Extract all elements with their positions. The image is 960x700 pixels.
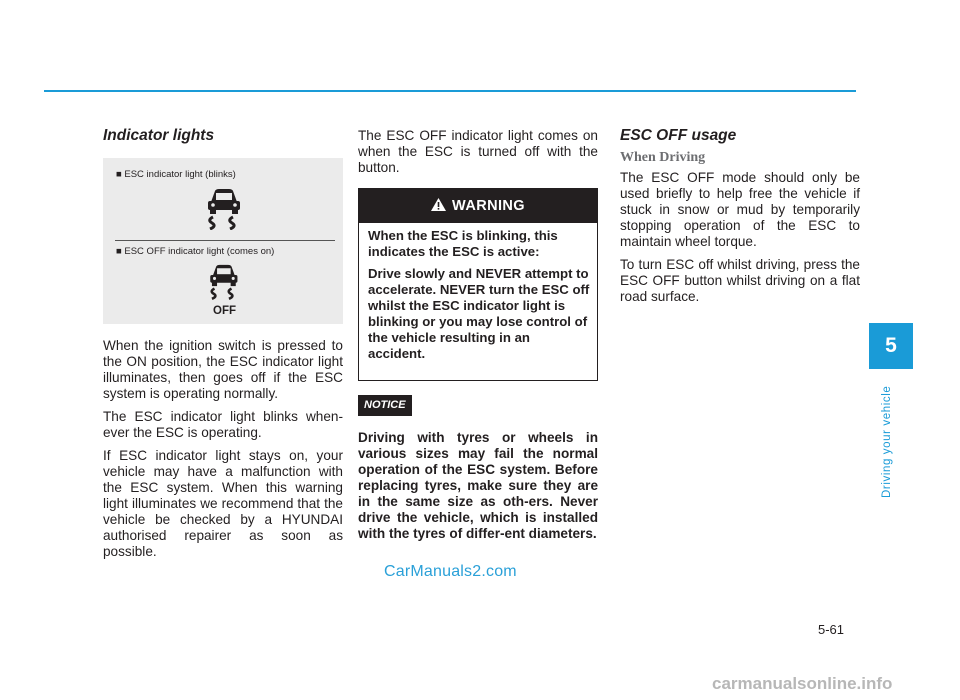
notice-label: NOTICE [358, 395, 412, 416]
watermark-corner: carmanualsonline.info [712, 674, 893, 693]
paragraph-esc-off-light: The ESC OFF indicator light comes on when the ESC is turned off with the button. [358, 128, 598, 175]
warning-title: WARNING [452, 198, 525, 214]
column-left [103, 128, 343, 567]
top-divider [44, 90, 856, 92]
warning-text-active: When the ESC is blinking, this indicates the ESC is active: [368, 228, 558, 259]
off-label: OFF [213, 305, 236, 317]
chapter-title: Driving your vehicle [881, 385, 893, 498]
figure-caption-esc-blinks: ■ ESC indicator light (blinks) [116, 169, 236, 180]
paragraph-turn-off: To turn ESC off whilst driving, press the ESC OFF button whilst driving on a flat road surface. [620, 257, 860, 304]
watermark-center: CarManuals2.com [384, 563, 517, 580]
esc-off-indicator-icon [206, 261, 240, 301]
chapter-number-tab: 5 [869, 323, 913, 369]
warning-body [359, 223, 597, 380]
figure-divider [115, 240, 335, 241]
warning-box [358, 188, 598, 381]
column-right [620, 128, 860, 312]
when-driving-subheading: When Driving [620, 150, 706, 165]
esc-off-usage-heading: ESC OFF usage [620, 127, 737, 144]
paragraph-blinks: The ESC indicator light blinks when-ever the ESC is operating. [103, 409, 343, 440]
paragraph-ignition: When the ignition switch is pressed to the ON position, the ESC indicator light illuminates, then goes off if the ESC system is operating normally. [103, 338, 343, 401]
esc-indicator-icon [203, 186, 243, 230]
notice-text: Driving with tyres or wheels in various sizes may fail the normal operation of the ESC system. Before replacing tyres, make sure they are in the same size as oth-ers. Never drive the vehicle, which is installed with the tyres of differ-ent diameters. [358, 430, 598, 541]
figure-caption-esc-off: ■ ESC OFF indicator light (comes on) [116, 246, 275, 257]
column-middle [358, 128, 598, 549]
warning-triangle-icon [431, 198, 446, 211]
page-number: 5-61 [818, 622, 845, 637]
paragraph-malfunction: If ESC indicator light stays on, your vehicle may have a malfunction with the ESC system. When this warning light illuminates we recommend that the vehicle be checked by a HYUNDAI authorised repairer as soon as possible. [103, 448, 343, 559]
warning-text-drive-slowly: Drive slowly and NEVER attempt to accelerate. NEVER turn the ESC off whilst the ESC indicator light is blinking or you may lose control of the vehicle resulting in an accident. [368, 266, 590, 361]
indicator-figure [103, 158, 343, 324]
warning-header [359, 189, 597, 223]
chapter-title-vertical [876, 386, 904, 498]
indicator-lights-heading: Indicator lights [103, 127, 215, 144]
paragraph-esc-off-mode: The ESC OFF mode should only be used briefly to help free the vehicle if stuck in snow or mud by temporarily stopping operation of the ESC to maintain wheel torque. [620, 170, 860, 249]
